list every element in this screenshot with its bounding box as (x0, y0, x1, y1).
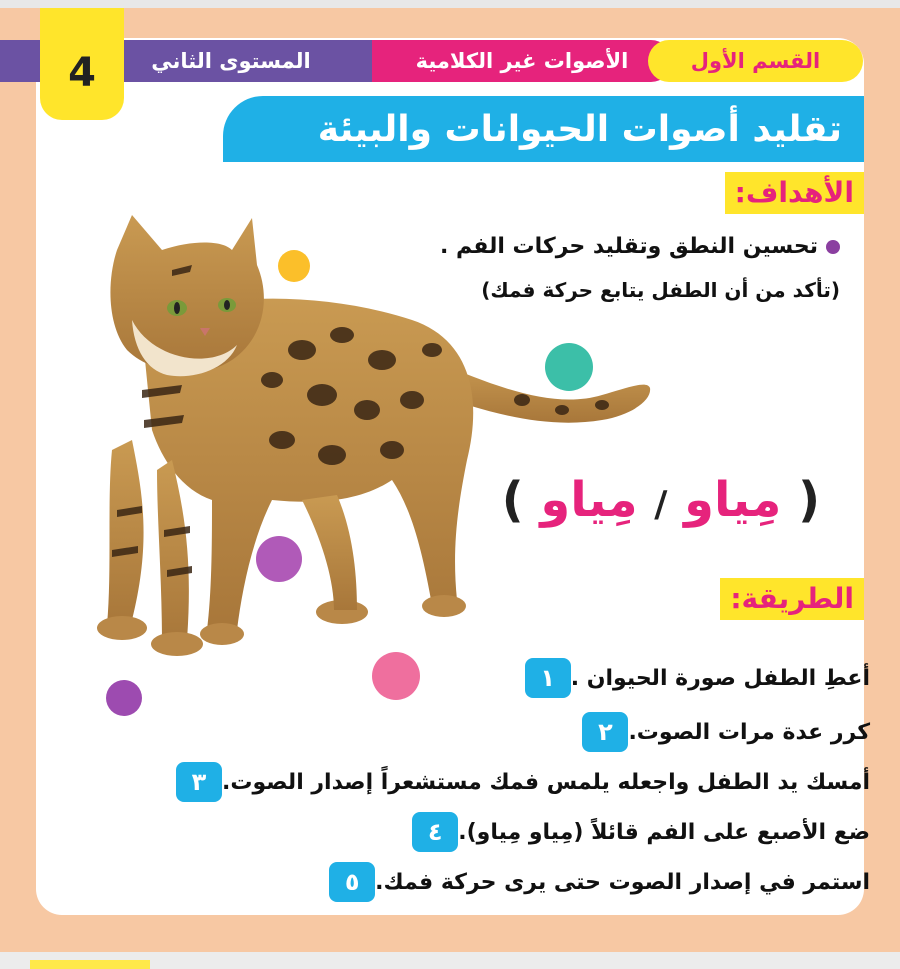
step-item (402, 812, 870, 852)
goals-heading: الأهداف: (725, 172, 864, 214)
goal-item: تحسين النطق وتقليد حركات الفم . (440, 234, 840, 259)
step-item (515, 658, 870, 698)
section-tab: الأصوات غير الكلامية (372, 40, 672, 82)
page-title: تقليد أصوات الحيوانات والبيئة (223, 96, 864, 162)
step-item (166, 762, 870, 802)
level-tab: المستوى الثاني (0, 40, 372, 82)
goal-note: (تأكد من أن الطفل يتابع حركة فمك) (481, 278, 840, 302)
step-number: ١ (525, 658, 571, 698)
method-heading: الطريقة: (720, 578, 864, 620)
step-text: ضع الأصبع على الفم قائلاً (مِياو مِياو). (458, 819, 870, 845)
sound-phrase: ( مِياو / مِياو ) (501, 472, 820, 528)
cat-illustration (72, 210, 662, 670)
step-number: ٣ (176, 762, 222, 802)
step-number: ٥ (329, 862, 375, 902)
sound-word: مِياو (684, 472, 782, 528)
step-item (319, 862, 870, 902)
step-item (572, 712, 870, 752)
part-tab: القسم الأول (648, 40, 863, 82)
bottom-strip (0, 952, 900, 969)
top-strip (0, 0, 900, 8)
step-text: كرر عدة مرات الصوت. (628, 719, 870, 745)
step-text: استمر في إصدار الصوت حتى يرى حركة فمك. (375, 869, 870, 895)
step-number: ٤ (412, 812, 458, 852)
decor-dot-purple-small (106, 680, 142, 716)
step-number: ٢ (582, 712, 628, 752)
step-text: أمسك يد الطفل واجعله يلمس فمك مستشعراً إصدار الصوت. (222, 769, 870, 795)
sound-word: مِياو (540, 472, 638, 528)
bullet-dot-icon (826, 240, 840, 254)
page-number-badge: 4 (40, 8, 124, 120)
step-text: أعطِ الطفل صورة الحيوان . (570, 665, 870, 691)
